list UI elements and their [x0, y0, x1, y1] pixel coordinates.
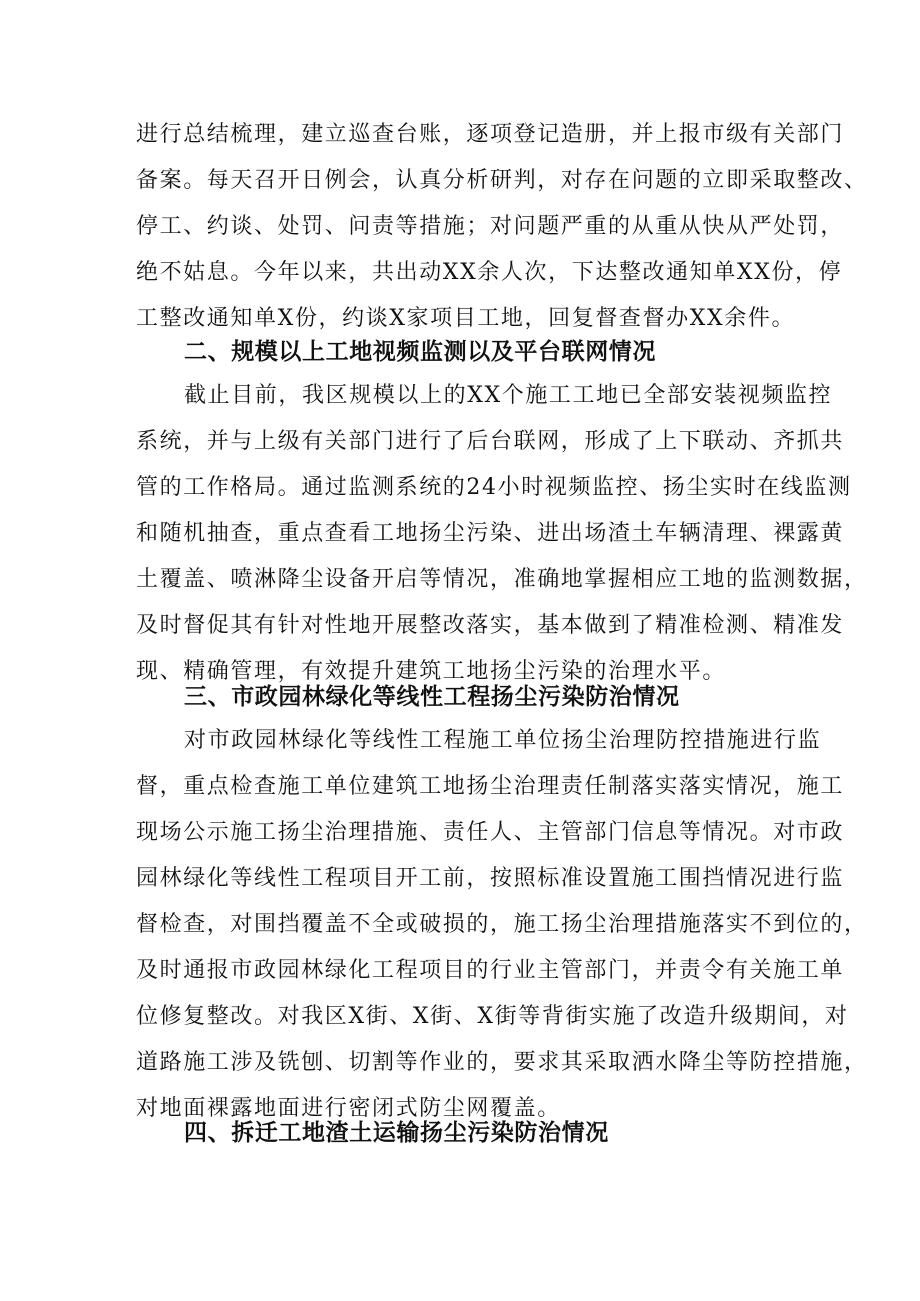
section-heading-3: 三、市政园林绿化等线性工程扬尘污染防治情况 [184, 684, 680, 710]
paragraph-line: 管的工作格局。通过监测系统的24小时视频监控、扬尘实时在线监测 [136, 475, 852, 500]
paragraph-line: 督，重点检查施工单位建筑工地扬尘治理责任制落实落实情况，施工 [136, 774, 845, 799]
paragraph-first-line: 截止目前，我区规模以上的XX个施工工地已全部安装视频监控 [184, 383, 833, 408]
paragraph-line: 及时督促其有针对性地开展整改落实，基本做到了精准检测、精准发 [136, 613, 845, 638]
section-heading-4: 四、拆迁工地渣土运输扬尘污染防治情况 [184, 1120, 609, 1146]
paragraph-line: 督检查，对围挡覆盖不全或破损的，施工扬尘治理措施落实不到位的， [136, 912, 868, 937]
paragraph-line: 绝不姑息。今年以来，共出动XX余人次，下达整改通知单XX份，停 [136, 260, 843, 285]
paragraph-line: 位修复整改。对我区X街、X街、X街等背街实施了改造升级期间，对 [136, 1004, 849, 1029]
paragraph-line: 对地面裸露地面进行密闭式防尘网覆盖。 [136, 1096, 561, 1121]
paragraph-line: 现场公示施工扬尘治理措施、责任人、主管部门信息等情况。对市政 [136, 820, 845, 845]
paragraph-line: 道路施工涉及铣刨、切割等作业的，要求其采取洒水降尘等防控措施， [136, 1050, 868, 1075]
paragraph-first-line: 对市政园林绿化等线性工程施工单位扬尘治理防控措施进行监 [184, 728, 822, 753]
paragraph-line: 停工、约谈、处罚、问责等措施；对问题严重的从重从快从严处罚， [136, 214, 845, 239]
paragraph-line: 及时通报市政园林绿化工程项目的行业主管部门，并责令有关施工单 [136, 958, 845, 983]
paragraph-line: 土覆盖、喷淋降尘设备开启等情况，准确地掌握相应工地的监测数据， [136, 567, 868, 592]
paragraph-line: 现、精确管理，有效提升建筑工地扬尘污染的治理水平。 [136, 659, 727, 684]
paragraph-line: 系统，并与上级有关部门进行了后台联网，形成了上下联动、齐抓共 [136, 429, 845, 454]
paragraph-line: 工整改通知单X份，约谈X家项目工地，回复督查督办XX余件。 [136, 306, 796, 331]
paragraph-line: 园林绿化等线性工程项目开工前，按照标准设置施工围挡情况进行监 [136, 866, 845, 891]
paragraph-line: 和随机抽查，重点查看工地扬尘污染、进出场渣土车辆清理、裸露黄 [136, 521, 845, 546]
paragraph-line: 备案。每天召开日例会，认真分析研判，对存在问题的立即采取整改、 [136, 168, 868, 193]
paragraph-line: 进行总结梳理，建立巡查台账，逐项登记造册，并上报市级有关部门 [136, 122, 845, 147]
section-heading-2: 二、规模以上工地视频监测以及平台联网情况 [184, 339, 656, 365]
